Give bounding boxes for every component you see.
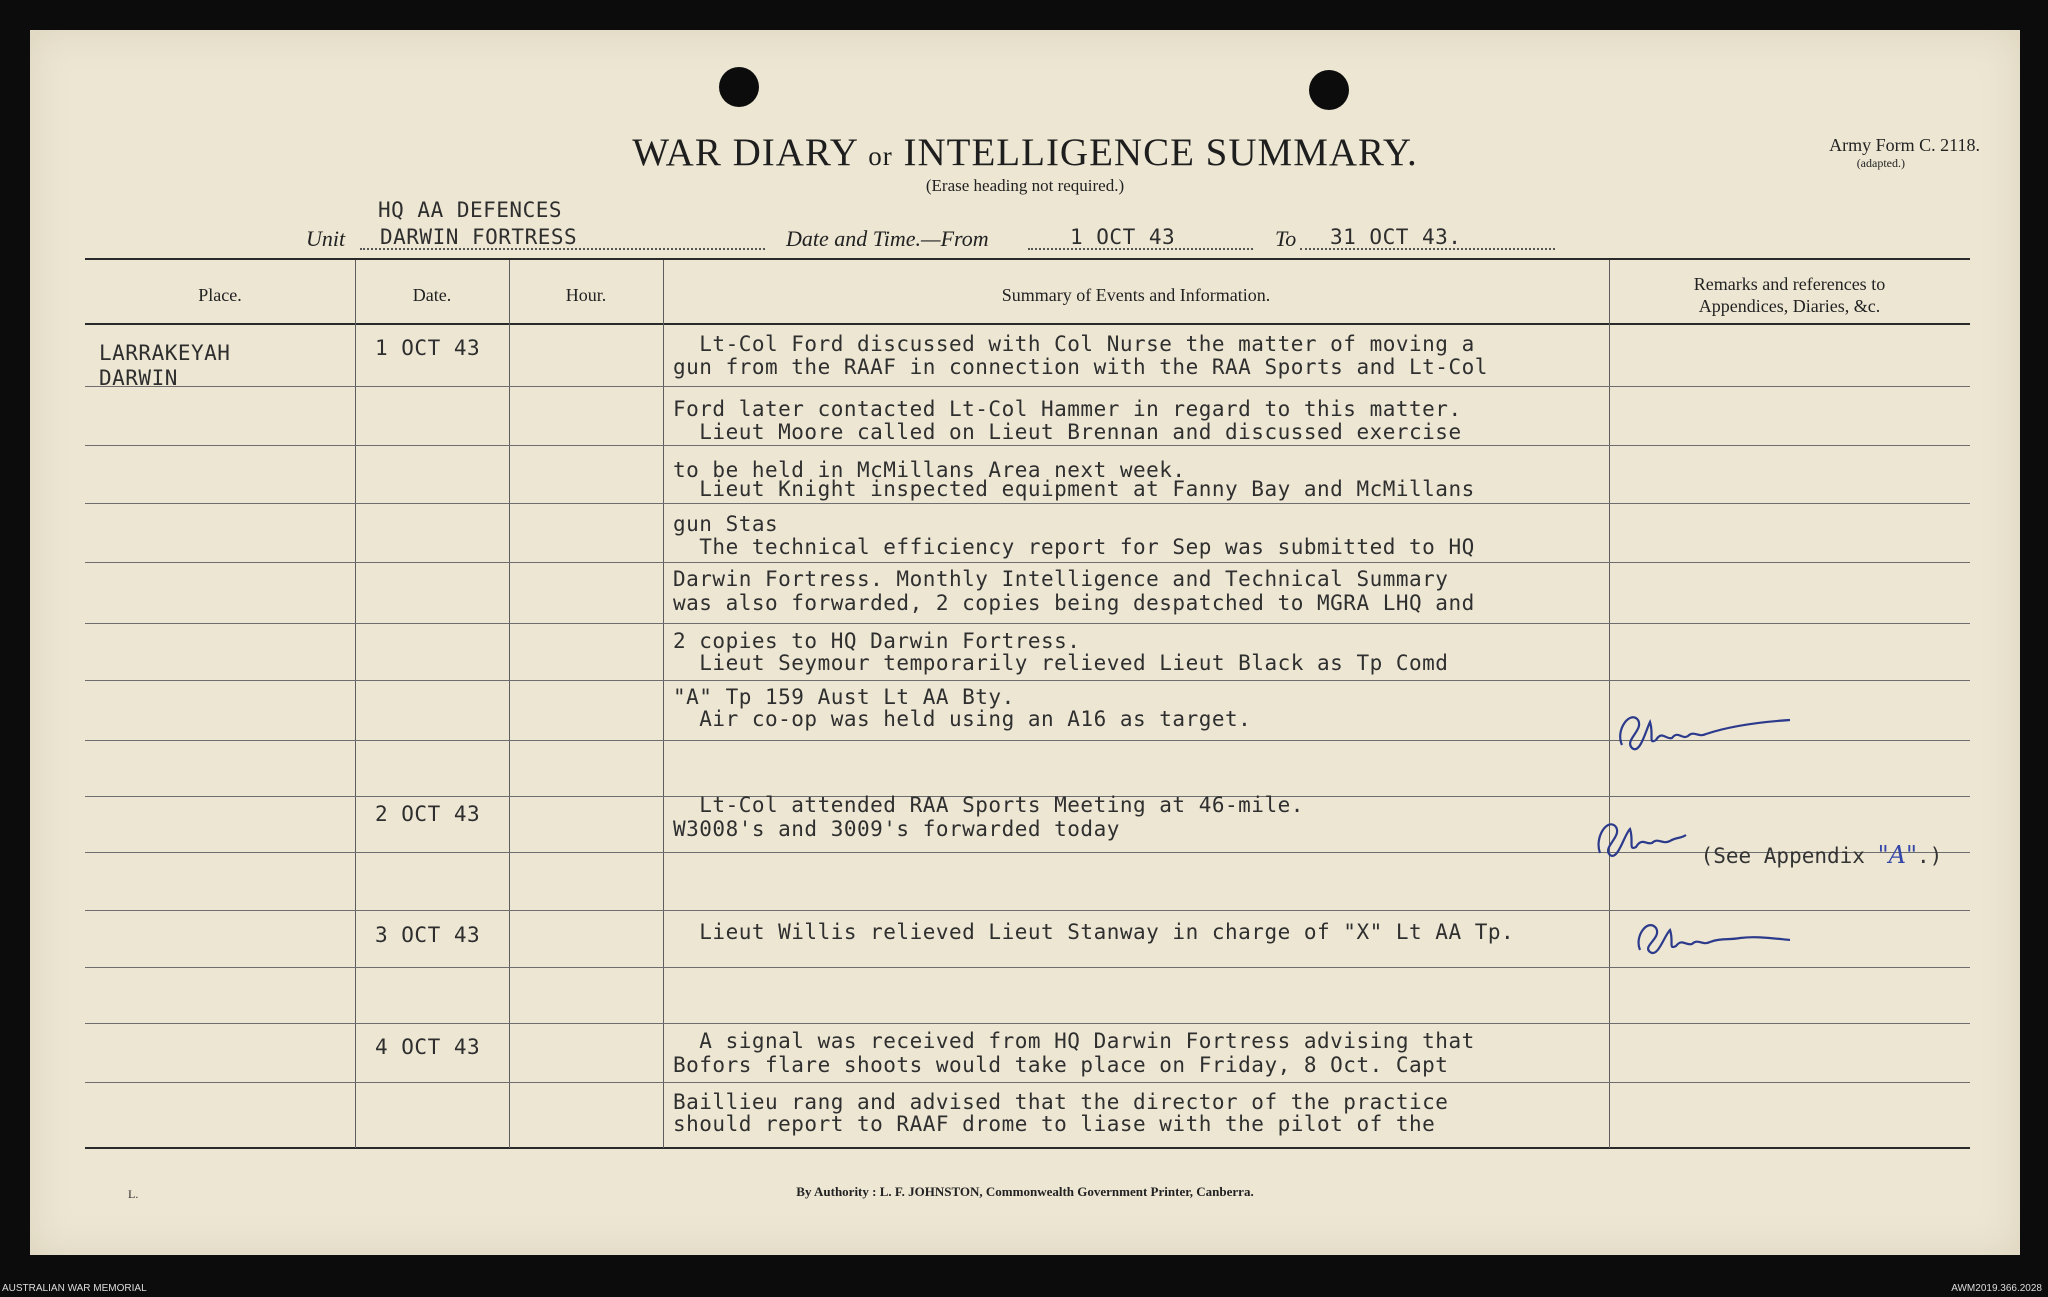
archive-caption-bar	[0, 1282, 2048, 1297]
date-to-dotted-line	[1300, 248, 1555, 250]
appendix-suffix: .)	[1917, 844, 1943, 868]
place-line2: DARWIN	[99, 366, 178, 390]
punch-hole-left	[719, 67, 759, 107]
row-line	[85, 623, 1970, 624]
date-from-value: 1 OCT 43	[1070, 225, 1176, 249]
initials-signature	[1610, 700, 1810, 760]
table-bottom-border	[85, 1147, 1970, 1149]
appendix-reference	[1650, 817, 1942, 893]
table-header-border	[85, 323, 1970, 325]
archive-reference: AWM2019.366.2028	[1951, 1283, 2042, 1294]
col-divider-hour	[663, 260, 664, 1148]
row-line	[85, 503, 1970, 504]
entry-line: gun from the RAAF in connection with the RAA Sports and Lt-Col	[673, 355, 1488, 379]
unit-label: Unit	[306, 226, 346, 251]
col-header-hour: Hour.	[565, 285, 607, 305]
place-line1: LARRAKEYAH	[99, 341, 231, 365]
col-header-remarks-line2: Appendices, Diaries, &c.	[1698, 296, 1881, 316]
initials-signature	[1630, 910, 1810, 960]
date-entry: 2 OCT 43	[375, 802, 481, 826]
unit-line2: DARWIN FORTRESS	[380, 225, 578, 249]
entry-line: gun Stas	[673, 512, 779, 536]
date-from-label: Date and Time.—From	[786, 226, 989, 251]
col-header-summary: Summary of Events and Information.	[1001, 285, 1271, 305]
form-subtitle: (Erase heading not required.)	[925, 176, 1125, 195]
row-line	[85, 1023, 1970, 1024]
entry-line: "A" Tp 159 Aust Lt AA Bty.	[673, 685, 1015, 709]
entry-line: Lt-Col Ford discussed with Col Nurse the matter of moving a	[673, 332, 1475, 356]
row-line	[85, 680, 1970, 681]
army-form-number	[1730, 135, 1980, 171]
archive-name: AUSTRALIAN WAR MEMORIAL	[2, 1283, 147, 1294]
entry-line: 2 copies to HQ Darwin Fortress.	[673, 629, 1081, 653]
entry-line: Bofors flare shoots would take place on Friday, 8 Oct. Capt	[673, 1053, 1449, 1077]
entry-line: Lt-Col attended RAA Sports Meeting at 46-mile.	[673, 793, 1304, 817]
col-divider-place	[355, 260, 356, 1148]
unit-dotted-line	[360, 248, 765, 250]
entry-line: was also forwarded, 2 copies being despatched to MGRA LHQ and	[673, 591, 1475, 615]
date-entry: 3 OCT 43	[375, 923, 481, 947]
entry-line: Darwin Fortress. Monthly Intelligence and Technical Summary	[673, 567, 1449, 591]
col-header-place: Place.	[198, 285, 242, 305]
appendix-prefix: (See Appendix	[1700, 844, 1878, 868]
entry-line: The technical efficiency report for Sep was submitted to HQ	[673, 535, 1475, 559]
col-header-date: Date.	[412, 285, 452, 305]
footer-code: L.	[128, 1187, 139, 1201]
col-header-remarks-line1: Remarks and references to	[1693, 274, 1886, 294]
army-form-adapted: (adapted.)	[1856, 156, 1905, 170]
date-to-value: 31 OCT 43.	[1330, 225, 1462, 249]
date-entry: 4 OCT 43	[375, 1035, 481, 1059]
title-or: or	[868, 141, 893, 171]
entry-line: W3008's and 3009's forwarded today	[673, 817, 1120, 841]
entry-line: Lieut Seymour temporarily relieved Lieut Black as Tp Comd	[673, 651, 1449, 675]
title-right: INTELLIGENCE SUMMARY.	[903, 131, 1418, 174]
col-header-remarks	[1609, 273, 1970, 317]
footer-authority: By Authority : L. F. JOHNSTON, Commonwealth Government Printer, Canberra.	[796, 1184, 1254, 1199]
entry-line: Lieut Moore called on Lieut Brennan and discussed exercise	[673, 420, 1462, 444]
row-line	[85, 386, 1970, 387]
date-from-dotted-line	[1028, 248, 1253, 250]
row-line	[85, 445, 1970, 446]
entry-line: Lieut Knight inspected equipment at Fanny Bay and McMillans	[673, 477, 1475, 501]
appendix-letter: "A"	[1877, 841, 1918, 869]
diary-sheet	[30, 30, 2020, 1255]
entry-line: A signal was received from HQ Darwin Fortress advising that	[673, 1029, 1475, 1053]
col-divider-date	[509, 260, 510, 1148]
entry-line: to be held in McMillans Area next week.	[673, 458, 1186, 482]
punch-hole-right	[1309, 70, 1349, 110]
row-line	[85, 1082, 1970, 1083]
unit-line1: HQ AA DEFENCES	[378, 198, 563, 222]
row-line	[85, 967, 1970, 968]
date-to-label: To	[1275, 226, 1297, 251]
entry-line: Ford later contacted Lt-Col Hammer in regard to this matter.	[673, 397, 1462, 421]
title-left: WAR DIARY	[632, 131, 858, 174]
entry-line: Lieut Willis relieved Lieut Stanway in charge of "X" Lt AA Tp.	[673, 920, 1515, 944]
table-top-border	[85, 258, 1970, 260]
form-title	[30, 130, 2020, 175]
date-entry: 1 OCT 43	[375, 336, 481, 360]
army-form-label: Army Form C. 2118.	[1829, 135, 1980, 155]
entry-line: Baillieu rang and advised that the director of the practice	[673, 1090, 1449, 1114]
entry-line: Air co-op was held using an A16 as target.	[673, 707, 1252, 731]
entry-line: should report to RAAF drome to liase with the pilot of the	[673, 1112, 1436, 1136]
row-line	[85, 562, 1970, 563]
